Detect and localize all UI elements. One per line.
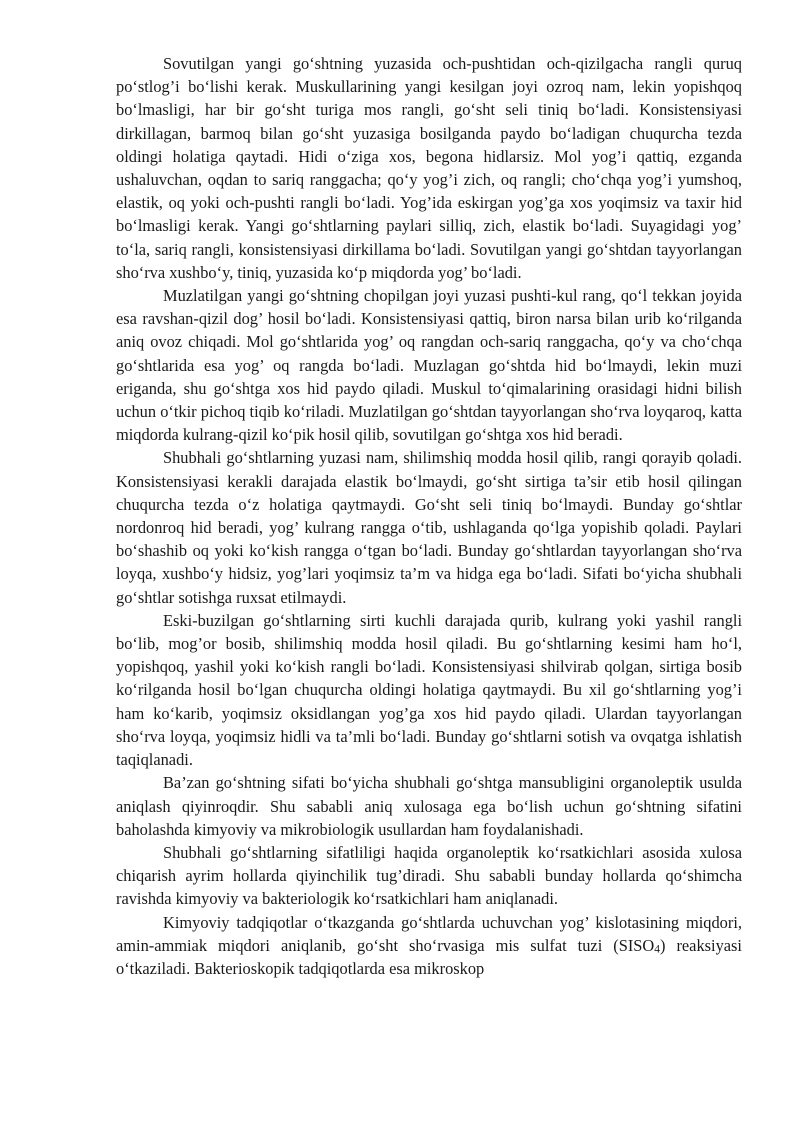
chemical-tests-text-end: ) reaksiyasi o‘tkaziladi. Bakterioskopik tadqiqotlarda esa mikroskop [116,935,742,978]
paragraph-suspicious-meat: Shubhali go‘shtlarning yuzasi nam, shilimshiq modda hosil qilib, rangi qorayib qoladi. Konsistensiyasi kerakli darajada elastik bo‘lmaydi, go‘sht sirtiga ta’sir etib hosil qilingan chuqurcha tezda o‘z holatiga qaytmaydi. Go‘sht seli tiniq bo‘lmaydi. Bunday go‘shtlar nordonroq hid beradi, yog’ kulrang rangga o‘tib, ushlaganda qo‘lga yopishib qoladi. Paylari bo‘shashib oq yoki ko‘kish rangga o‘tgan bo‘ladi. Bunday go‘shtlardan tayyorlangan sho‘rva loyqa, xushbo‘y hidsiz, yog’lari yoqimsiz ta’m va hidga ega bo‘ladi. Sifati bo‘yicha shubhali go‘shtlar sotishga ruxsat etilmaydi. [116,448,742,607]
paragraph-organoleptic-difficulty: Ba’zan go‘shtning sifati bo‘yicha shubhali go‘shtga mansubligini organoleptik usulda aniqlash qiyinroqdir. Shu sababli aniq xulosaga ega bo‘lish uchun go‘shtning sifatini baholashda kimyoviy va mikrobiologik usullardan ham foydalanishadi. [116,773,742,839]
paragraph-chilled-meat: Sovutilgan yangi go‘shtning yuzasida och-pushtidan och-qizilgacha rangli quruq po‘stlog’i bo‘lishi kerak. Muskullarining yangi kesilgan joyi ozroq nam, lekin yopishqoq bo‘lmasligi, har bir go‘sht turiga mos rangli, go‘sht seli tiniq bo‘ladi. Konsistensiyasi dirkillagan, barmoq bilan go‘sht yuzasiga bosilganda paydo bo‘ladigan chuqurcha tezda oldingi holatiga qaytadi. Hidi o‘ziga xos, begona hidlarsiz. Mol yog’i qattiq, ezganda ushaluvchan, oqdan to sariq ranggacha; qo‘y yog’i zich, oq rangli; cho‘chqa yog’i yumshoq, elastik, oq yoki och-pushti rangli bo‘ladi. Yog’ida eskirgan yog’ga xos yoqimsiz va taxir hid bo‘lmasligi kerak. Yangi go‘shtlarning paylari silliq, zich, elastik bo‘ladi. Suyagidagi yog’ to‘la, sariq rangli, konsistensiyasi dirkillama bo‘ladi. Sovutilgan yangi go‘shtdan tayyorlangan sho‘rva xushbo‘y, tiniq, yuzasida ko‘p miqdorda yog’ bo‘ladi. [116,54,742,282]
paragraph-additional-indicators: Shubhali go‘shtlarning sifatliligi haqida organoleptik ko‘rsatkichlari asosida xulosa chiqarish ayrim hollarda qiyinchilik tug’diradi. Shu sababli bunday hollarda qo‘shimcha ravishda kimyoviy va bakteriologik ko‘rsatkichlari ham aniqlanadi. [116,842,742,909]
document-page [116,52,742,980]
chemical-tests-text-start: Kimyoviy tadqiqotlar o‘tkazganda go‘shtlarda uchuvchan yog’ kislotasining miqdori, amin-ammiak miqdori aniqlanib, go‘sht sho‘rvasiga mis sulfat tuzi (SISO [116,912,742,955]
paragraph-spoiled-meat: Eski-buzilgan go‘shtlarning sirti kuchli darajada qurib, kulrang yoki yashil rangli bo‘lib, mog’or bosib, shilimshiq modda hosil qiladi. Bu go‘shtlarning kesimi ham ho‘l, yopishqoq, yashil yoki ko‘kish rangli bo‘ladi. Konsistensiyasi shilvirab qolgan, sirtiga bosib ko‘rilganda hosil bo‘lgan chuqurcha oldingi holatiga qaytmaydi. Bu xil go‘shtlarning yog’i ham ko‘karib, yoqimsiz oksidlangan yog’ga xos hid paydo qiladi. Ulardan tayyorlangan sho‘rva loyqa, yoqimsiz hidli va ta’mli bo‘ladi. Bunday go‘shtlarni sotish va ovqatga ishlatish taqiqlanadi. [116,610,742,770]
paragraph-chemical-tests [116,911,742,981]
paragraph-frozen-meat: Muzlatilgan yangi go‘shtning chopilgan joyi yuzasi pushti-kul rang, qo‘l tekkan joyida esa ravshan-qizil dog’ hosil bo‘ladi. Konsistensiyasi qattiq, biron narsa bilan urib ko‘rilganda aniq ovoz chiqadi. Mol go‘shtlarida yog’ oq rangdan och-sariq ranggacha, qo‘y va cho‘chqa go‘shtlarida esa yog’ oq rangda bo‘ladi. Muzlagan go‘shtda hid bo‘lmaydi, lekin muzi eriganda, shu go‘shtga xos hid paydo qiladi. Muskul to‘qimalarining orasidagi hidni bilish uchun o‘tkir pichoq tiqib ko‘riladi. Muzlatilgan go‘shtdan tayyorlangan sho‘rva loyqaroq, katta miqdorda kulrang-qizil ko‘pik hosil qilib, sovutilgan go‘shtga xos hid beradi. [116,286,742,445]
formula-subscript: 4 [654,943,660,956]
